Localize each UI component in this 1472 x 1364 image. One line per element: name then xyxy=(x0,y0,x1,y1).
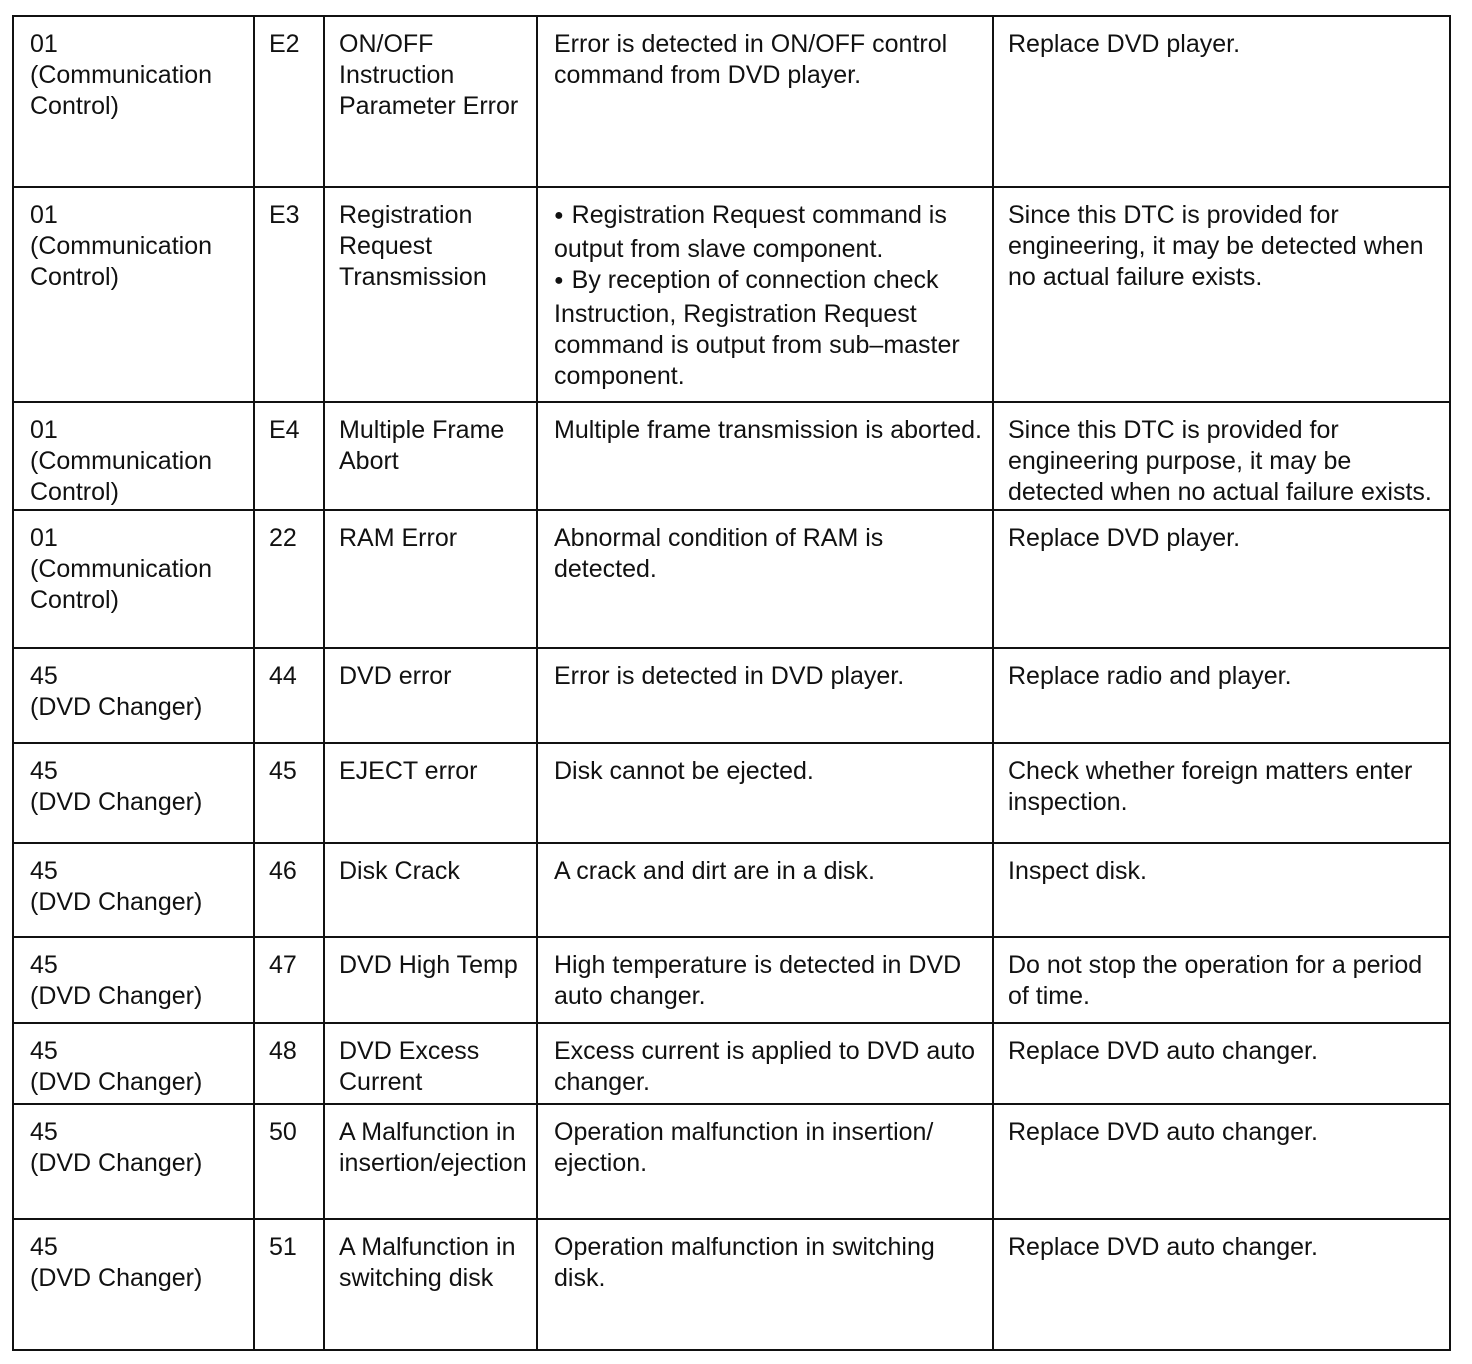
action-cell xyxy=(993,1104,1450,1219)
action-text: Check whether foreign matters enter inspection. xyxy=(1008,757,1413,816)
dtc-name: DVD High Temp xyxy=(339,951,518,979)
table-row xyxy=(13,402,1450,510)
system-cell xyxy=(13,1023,254,1104)
dtc-code: 47 xyxy=(269,951,297,979)
condition-text: A crack and dirt are in a disk. xyxy=(554,857,875,885)
action-text: Replace DVD auto changer. xyxy=(1008,1233,1318,1261)
dtc-name-cell xyxy=(324,648,537,743)
action-text: Replace DVD player. xyxy=(1008,30,1241,58)
dtc-name: EJECT error xyxy=(339,757,478,785)
dtc-name-cell xyxy=(324,187,537,402)
dtc-code-cell xyxy=(254,187,324,402)
table-row xyxy=(13,743,1450,843)
dtc-code: E4 xyxy=(269,416,300,444)
action-cell xyxy=(993,648,1450,743)
dtc-name: A Malfunction in insertion/ejection xyxy=(339,1118,527,1177)
condition-text: ● Registration Request command is output from slave component. xyxy=(554,200,988,265)
condition-text: Abnormal condition of RAM is detected. xyxy=(554,524,884,583)
dtc-name-cell xyxy=(324,402,537,510)
dtc-code: E3 xyxy=(269,201,300,229)
system-cell xyxy=(13,402,254,510)
table-row xyxy=(13,1023,1450,1104)
dtc-name: ON/OFF Instruction Parameter Error xyxy=(339,30,519,120)
action-cell xyxy=(993,1219,1450,1350)
action-cell xyxy=(993,510,1450,648)
action-text: Replace DVD auto changer. xyxy=(1008,1118,1318,1146)
system-code: 45 xyxy=(30,857,58,885)
dtc-name: DVD Excess Current xyxy=(339,1037,480,1096)
condition-cell xyxy=(537,402,993,510)
system-name: (DVD Changer) xyxy=(30,1264,203,1292)
system-cell xyxy=(13,1104,254,1219)
action-text: Since this DTC is provided for engineering, it may be detected when no actual failure exists. xyxy=(1008,201,1424,291)
system-cell xyxy=(13,743,254,843)
action-cell xyxy=(993,1023,1450,1104)
condition-cell xyxy=(537,937,993,1023)
system-name: (DVD Changer) xyxy=(30,982,203,1010)
dtc-name-cell xyxy=(324,510,537,648)
condition-cell xyxy=(537,843,993,937)
dtc-name-cell xyxy=(324,937,537,1023)
table-row xyxy=(13,510,1450,648)
action-text: Inspect disk. xyxy=(1008,857,1147,885)
dtc-code: 50 xyxy=(269,1118,297,1146)
dtc-name: DVD error xyxy=(339,662,452,690)
dtc-code-cell xyxy=(254,937,324,1023)
table-row xyxy=(13,187,1450,402)
condition-text: High temperature is detected in DVD auto changer. xyxy=(554,951,962,1010)
condition-cell xyxy=(537,510,993,648)
table-row xyxy=(13,1104,1450,1219)
dtc-code: 46 xyxy=(269,857,297,885)
condition-cell xyxy=(537,1023,993,1104)
system-cell xyxy=(13,1219,254,1350)
dtc-name-cell xyxy=(324,743,537,843)
condition-text: ● By reception of connection check Instruction, Registration Request command is output from sub–master component. xyxy=(554,265,988,392)
dtc-code-cell xyxy=(254,843,324,937)
system-name: (Communication Control) xyxy=(30,555,213,614)
dtc-code-cell xyxy=(254,743,324,843)
dtc-code-cell xyxy=(254,1104,324,1219)
action-text: Replace DVD auto changer. xyxy=(1008,1037,1318,1065)
system-name: (Communication Control) xyxy=(30,61,213,120)
condition-text: Multiple frame transmission is aborted. xyxy=(554,416,982,444)
condition-text: Operation malfunction in switching disk. xyxy=(554,1233,935,1292)
action-cell xyxy=(993,16,1450,187)
dtc-table xyxy=(12,15,1451,1351)
condition-cell xyxy=(537,743,993,843)
dtc-name-cell xyxy=(324,1104,537,1219)
system-code: 01 xyxy=(30,524,58,552)
condition-cell xyxy=(537,1219,993,1350)
system-code: 45 xyxy=(30,1037,58,1065)
table-row xyxy=(13,1219,1450,1350)
condition-text: Disk cannot be ejected. xyxy=(554,757,814,785)
system-name: (DVD Changer) xyxy=(30,693,203,721)
system-name: (DVD Changer) xyxy=(30,1068,203,1096)
dtc-code: 22 xyxy=(269,524,297,552)
condition-cell xyxy=(537,16,993,187)
system-code: 01 xyxy=(30,30,58,58)
dtc-code: 51 xyxy=(269,1233,297,1261)
dtc-name-cell xyxy=(324,843,537,937)
action-cell xyxy=(993,402,1450,510)
action-cell xyxy=(993,937,1450,1023)
dtc-code: 48 xyxy=(269,1037,297,1065)
action-text: Do not stop the operation for a period of time. xyxy=(1008,951,1423,1010)
dtc-code-cell xyxy=(254,648,324,743)
system-cell xyxy=(13,16,254,187)
system-cell xyxy=(13,648,254,743)
action-cell xyxy=(993,187,1450,402)
system-code: 45 xyxy=(30,662,58,690)
dtc-name-cell xyxy=(324,1023,537,1104)
condition-cell xyxy=(537,1104,993,1219)
system-cell xyxy=(13,187,254,402)
table-row xyxy=(13,937,1450,1023)
condition-text: Error is detected in DVD player. xyxy=(554,662,905,690)
system-name: (DVD Changer) xyxy=(30,788,203,816)
table-row xyxy=(13,648,1450,743)
system-cell xyxy=(13,510,254,648)
table-row xyxy=(13,843,1450,937)
table-row xyxy=(13,16,1450,187)
dtc-table-body xyxy=(13,16,1450,1350)
system-code: 45 xyxy=(30,1118,58,1146)
dtc-code: E2 xyxy=(269,30,300,58)
condition-text: Operation malfunction in insertion/ ejection. xyxy=(554,1118,934,1177)
action-cell xyxy=(993,743,1450,843)
system-name: (DVD Changer) xyxy=(30,888,203,916)
dtc-name-cell xyxy=(324,1219,537,1350)
dtc-code: 45 xyxy=(269,757,297,785)
dtc-code-cell xyxy=(254,402,324,510)
condition-cell xyxy=(537,187,993,402)
action-text: Replace radio and player. xyxy=(1008,662,1292,690)
system-code: 45 xyxy=(30,757,58,785)
dtc-name: Multiple Frame Abort xyxy=(339,416,505,475)
dtc-name: Disk Crack xyxy=(339,857,460,885)
action-text: Replace DVD player. xyxy=(1008,524,1241,552)
system-cell xyxy=(13,843,254,937)
condition-cell xyxy=(537,648,993,743)
system-code: 01 xyxy=(30,416,58,444)
dtc-name-cell xyxy=(324,16,537,187)
dtc-code: 44 xyxy=(269,662,297,690)
action-text: Since this DTC is provided for engineering purpose, it may be detected when no actual failure exists. xyxy=(1008,416,1432,506)
dtc-name: Registration Request Transmission xyxy=(339,201,487,291)
system-name: (Communication Control) xyxy=(30,447,213,506)
system-cell xyxy=(13,937,254,1023)
dtc-code-cell xyxy=(254,1023,324,1104)
action-cell xyxy=(993,843,1450,937)
system-name: (DVD Changer) xyxy=(30,1149,203,1177)
dtc-code-cell xyxy=(254,1219,324,1350)
dtc-name: A Malfunction in switching disk xyxy=(339,1233,516,1292)
condition-text: Excess current is applied to DVD auto changer. xyxy=(554,1037,976,1096)
system-code: 45 xyxy=(30,951,58,979)
system-code: 01 xyxy=(30,201,58,229)
dtc-code-cell xyxy=(254,16,324,187)
condition-text: Error is detected in ON/OFF control command from DVD player. xyxy=(554,30,948,89)
dtc-name: RAM Error xyxy=(339,524,458,552)
system-name: (Communication Control) xyxy=(30,232,213,291)
system-code: 45 xyxy=(30,1233,58,1261)
dtc-code-cell xyxy=(254,510,324,648)
